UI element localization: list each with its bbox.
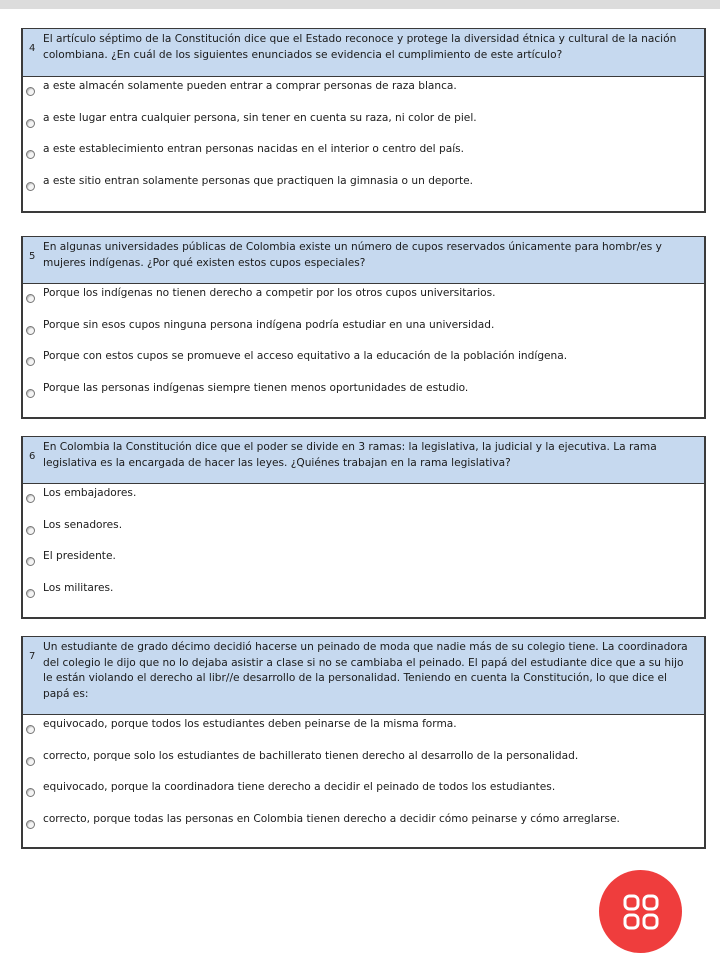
radio-icon[interactable] [26,494,35,503]
radio-icon[interactable] [26,757,35,766]
option-label: Los embajadores. [43,487,137,499]
question-header [23,237,704,284]
radio-icon[interactable] [26,357,35,366]
option-a[interactable] [23,77,704,109]
question-block-5 [21,236,706,419]
top-bar [0,0,720,9]
question-number: 6 [29,451,36,462]
radio-icon[interactable] [26,725,35,734]
apps-menu-button[interactable] [599,870,682,953]
question-text: Un estudiante de grado décimo decidió hacerse un peinado de moda que nadie más de su colegio tiene. La coordinadora del colegio le dijo que no lo dejaba asistir a clase si no se cambiaba el peinado. El papá del estudiante dice que a su hijo le están violando el derecho al libr//e desarrollo de la personalidad. Teniendo en cuenta la Constitución, lo que dice el papá es: [43,641,688,700]
question-header [23,637,704,715]
options-list [23,77,704,203]
option-d[interactable] [23,379,704,411]
radio-icon[interactable] [26,820,35,829]
option-a[interactable] [23,484,704,516]
option-label: a este establecimiento entran personas nacidas en el interior o centro del país. [43,143,465,155]
option-label: Porque los indígenas no tienen derecho a competir por los otros cupos universitarios. [43,287,496,299]
question-number: 7 [29,651,36,662]
option-b[interactable] [23,516,704,548]
radio-icon[interactable] [26,119,35,128]
radio-icon[interactable] [26,389,35,398]
options-list [23,484,704,610]
radio-icon[interactable] [26,150,35,159]
radio-icon[interactable] [26,294,35,303]
question-text: El artículo séptimo de la Constitución dice que el Estado reconoce y protege la diversidad étnica y cultural de la nación colombiana. ¿En cuál de los siguientes enunciados se evidencia el cumplimiento de este artículo? [43,33,677,61]
option-label: correcto, porque solo los estudiantes de bachillerato tienen derecho al desarrollo de la personalidad. [43,749,579,762]
option-label: a este lugar entra cualquier persona, sin tener en cuenta su raza, ni color de piel. [43,111,477,124]
radio-icon[interactable] [26,182,35,191]
grid-apps-icon [622,893,660,931]
option-label: equivocado, porque la coordinadora tiene derecho a decidir el peinado de todos los estudiantes. [43,781,556,793]
question-block-6 [21,436,706,619]
option-c[interactable] [23,547,704,579]
options-list [23,284,704,410]
question-number: 4 [29,43,36,54]
option-label: Los militares. [43,581,114,594]
question-text: En algunas universidades públicas de Colombia existe un número de cupos reservados únicamente para hombr/es y mujeres indígenas. ¿Por qué existen estos cupos especiales? [43,241,662,269]
question-text: En Colombia la Constitución dice que el poder se divide en 3 ramas: la legislativa, la judicial y la ejecutiva. La rama legislativa es la encargada de hacer las leyes. ¿Quiénes trabajan en la rama legislativa? [43,441,657,469]
option-d[interactable] [23,579,704,611]
question-header [23,437,704,484]
option-d[interactable] [23,172,704,204]
option-b[interactable] [23,316,704,348]
option-b[interactable] [23,747,704,779]
radio-icon[interactable] [26,87,35,96]
radio-icon[interactable] [26,589,35,598]
option-c[interactable] [23,778,704,810]
question-header [23,29,704,77]
question-number: 5 [29,251,36,262]
radio-icon[interactable] [26,326,35,335]
option-label: Porque las personas indígenas siempre tienen menos oportunidades de estudio. [43,381,469,394]
option-label: a este almacén solamente pueden entrar a comprar personas de raza blanca. [43,80,457,92]
option-label: Los senadores. [43,518,123,531]
option-label: equivocado, porque todos los estudiantes deben peinarse de la misma forma. [43,718,457,730]
radio-icon[interactable] [26,788,35,797]
option-a[interactable] [23,715,704,747]
radio-icon[interactable] [26,526,35,535]
question-block-4 [21,28,706,213]
option-label: El presidente. [43,550,116,562]
option-label: Porque sin esos cupos ninguna persona indígena podría estudiar en una universidad. [43,318,495,331]
radio-icon[interactable] [26,557,35,566]
option-label: a este sitio entran solamente personas que practiquen la gimnasia o un deporte. [43,174,474,187]
option-b[interactable] [23,109,704,141]
option-a[interactable] [23,284,704,316]
options-list [23,715,704,841]
option-label: Porque con estos cupos se promueve el acceso equitativo a la educación de la población indígena. [43,350,568,362]
option-c[interactable] [23,347,704,379]
option-c[interactable] [23,140,704,172]
option-label: correcto, porque todas las personas en Colombia tienen derecho a decidir cómo peinarse y cómo arreglarse. [43,812,620,825]
option-d[interactable] [23,810,704,842]
question-block-7 [21,636,706,849]
